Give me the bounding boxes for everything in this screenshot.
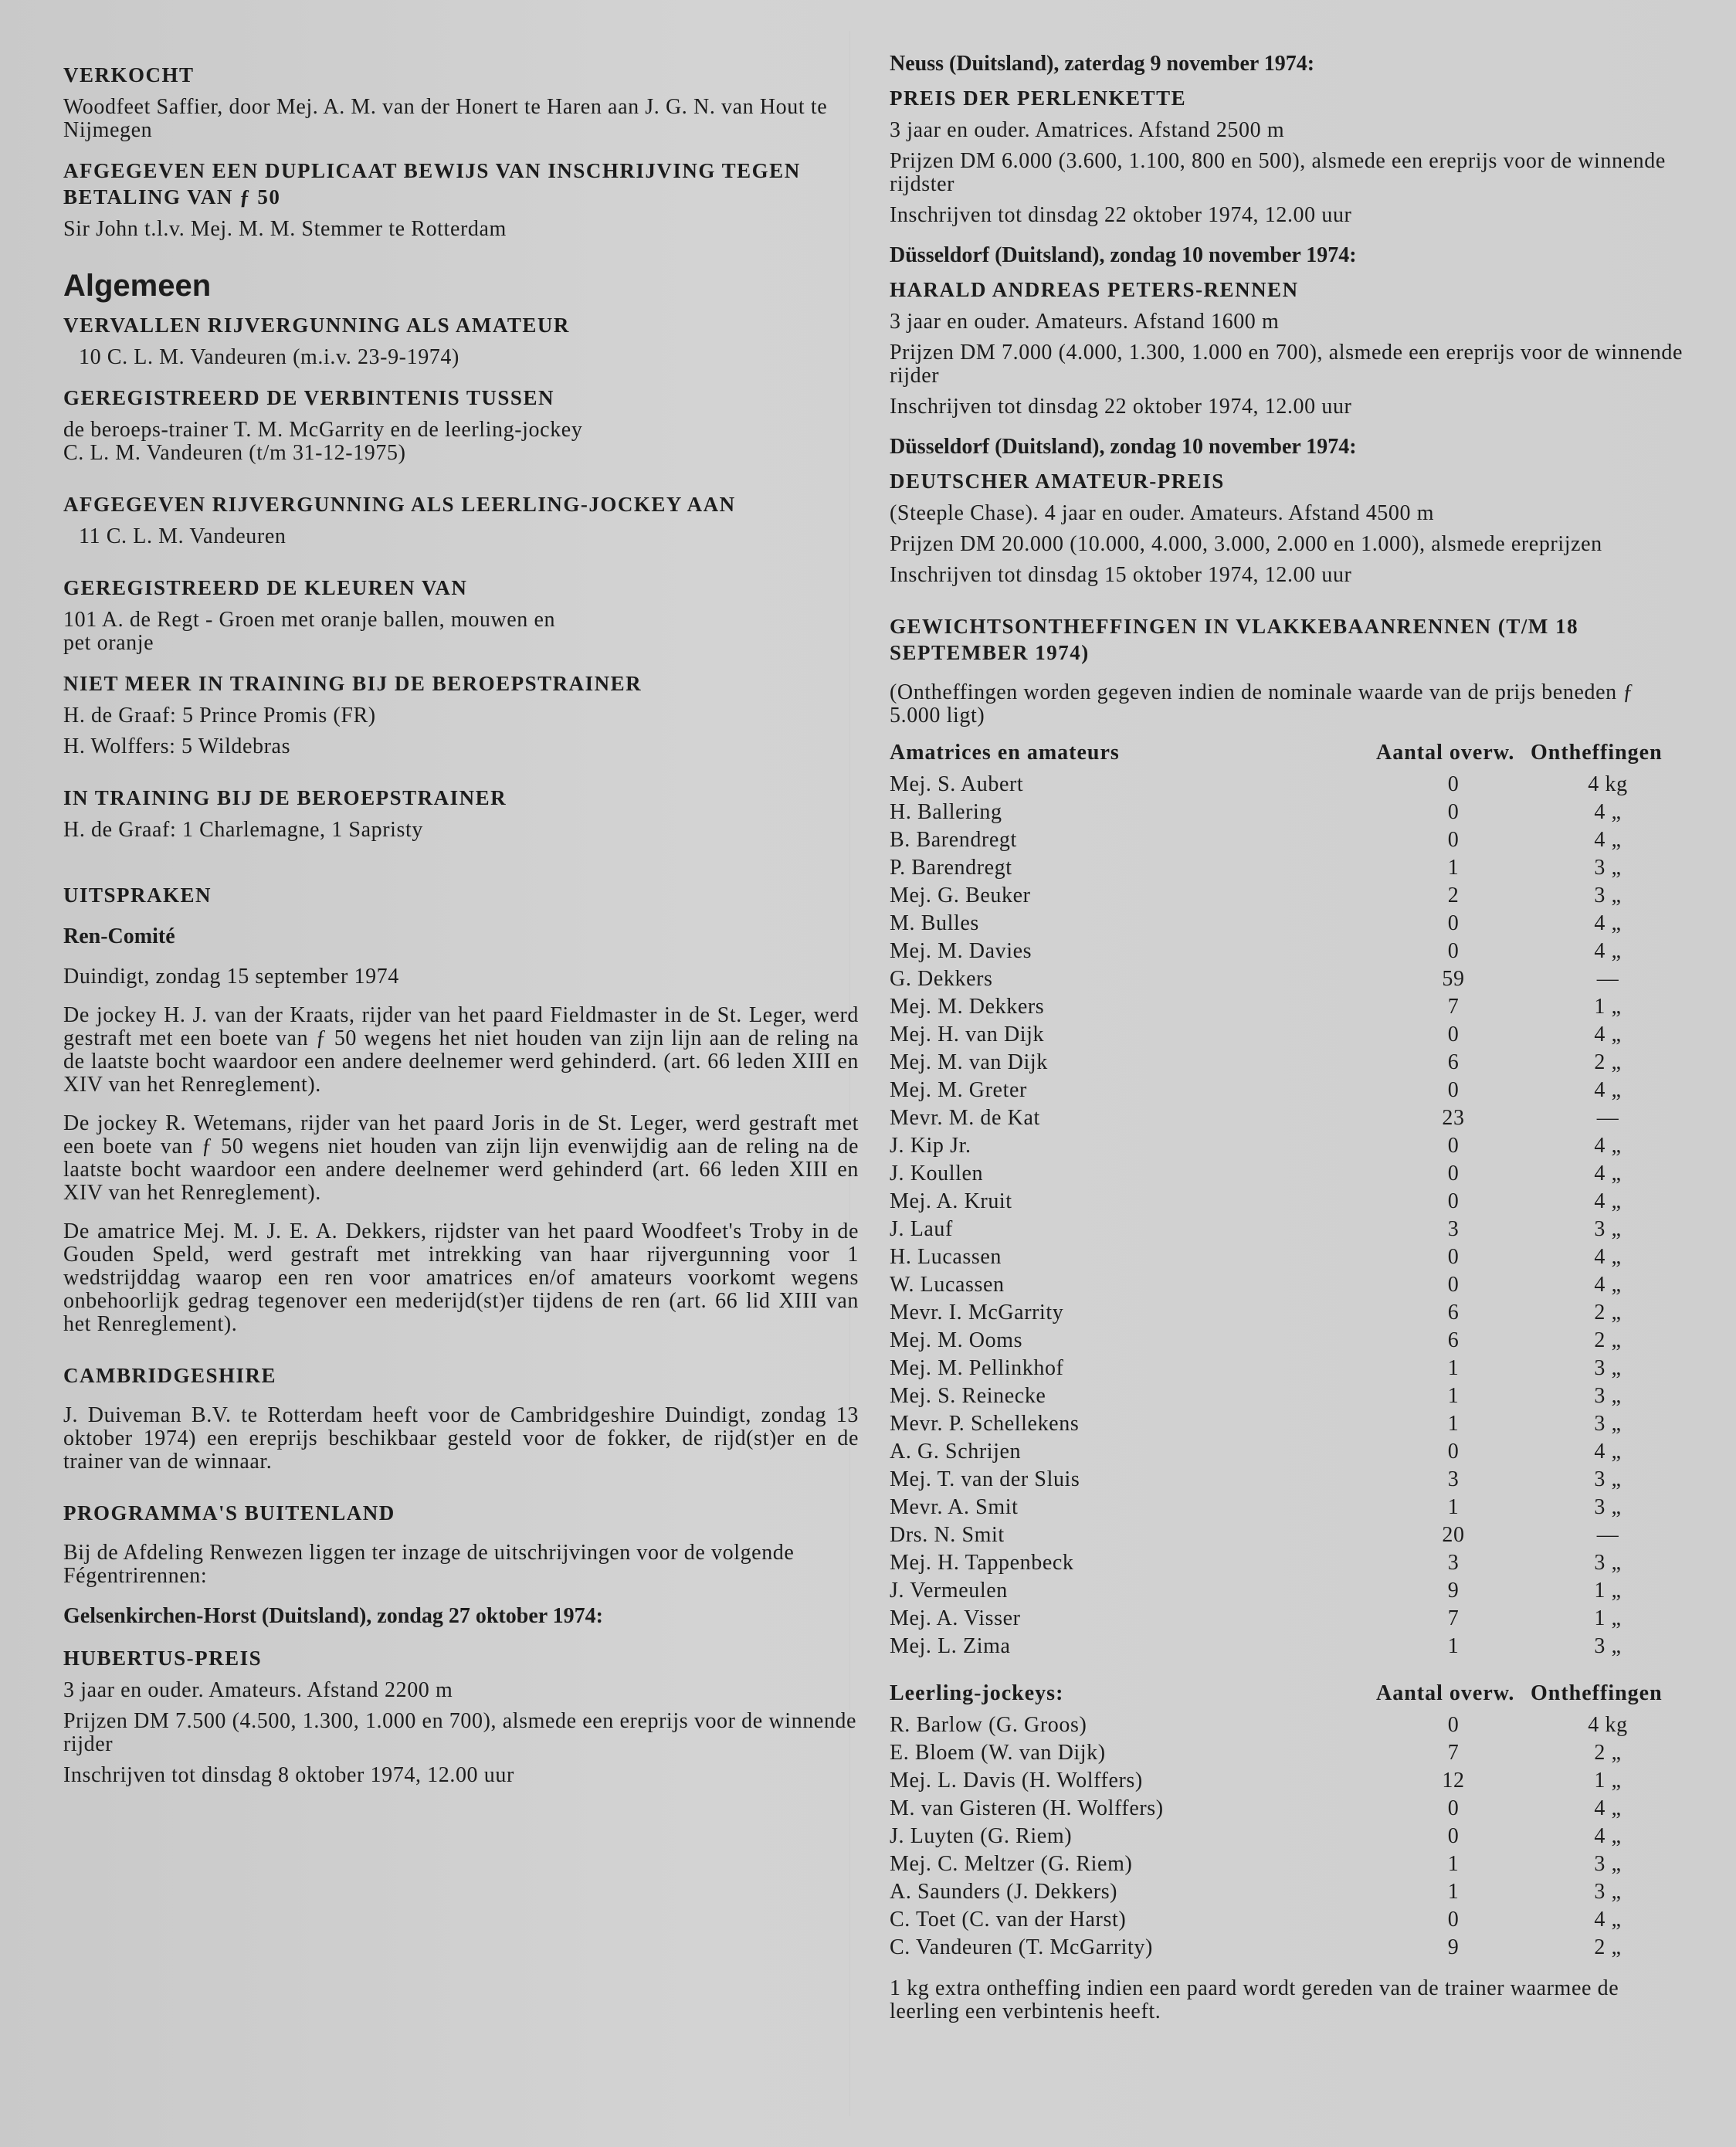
in-training-text: H. de Graaf: 1 Charlemagne, 1 Sapristy	[63, 818, 424, 842]
table-row	[890, 938, 1685, 965]
cell-name: Mevr. M. de Kat	[890, 1106, 1040, 1130]
cell-count: 20	[1442, 1523, 1465, 1547]
cell-count: 3	[1447, 1217, 1460, 1241]
table-row	[890, 1934, 1685, 1962]
cell-exemption: 4 „	[1594, 939, 1622, 963]
cell-count: 0	[1447, 939, 1460, 963]
table-row	[890, 1878, 1685, 1906]
deutscher-heading: DEUTSCHER AMATEUR-PREIS	[890, 470, 1225, 493]
table-row	[890, 1355, 1685, 1382]
table-row	[890, 799, 1685, 826]
cell-exemption: 2 „	[1594, 1301, 1622, 1324]
harald-heading: HARALD ANDREAS PETERS-RENNEN	[890, 278, 1299, 301]
cell-exemption: 3 „	[1594, 1467, 1622, 1491]
table-row	[890, 826, 1685, 854]
left-column	[63, 54, 859, 1787]
leerling-text: 11 C. L. M. Vandeuren	[79, 524, 287, 548]
cell-count: 0	[1447, 1134, 1460, 1158]
cell-count: 12	[1442, 1769, 1465, 1793]
table-row	[890, 1767, 1685, 1795]
cell-exemption: 1 „	[1594, 1606, 1622, 1630]
cell-name: J. Koullen	[890, 1162, 984, 1185]
cell-name: J. Luyten (G. Riem)	[890, 1824, 1073, 1848]
cell-name: C. Toet (C. van der Harst)	[890, 1908, 1127, 1932]
cell-name: Mej. L. Zima	[890, 1634, 1011, 1658]
cell-name: Mej. A. Kruit	[890, 1189, 1012, 1213]
table-row	[890, 910, 1685, 938]
cell-exemption: 4 „	[1594, 1189, 1622, 1213]
gelsenkirchen-heading: Gelsenkirchen-Horst (Duitsland), zondag 27 oktober 1974:	[63, 1604, 603, 1628]
verkocht-heading: VERKOCHT	[63, 63, 195, 86]
table-row	[890, 993, 1685, 1021]
column-header-exemption: Ontheffingen	[1531, 741, 1663, 765]
cell-name: Drs. N. Smit	[890, 1523, 1005, 1547]
perlenkette-heading: PREIS DER PERLENKETTE	[890, 86, 1187, 110]
table-row	[890, 1077, 1685, 1104]
cell-count: 0	[1447, 1796, 1460, 1820]
cell-exemption: 2 „	[1594, 1050, 1622, 1074]
cell-exemption: 4 „	[1594, 1162, 1622, 1185]
cell-count: 1	[1447, 856, 1460, 880]
cell-exemption: 2 „	[1594, 1328, 1622, 1352]
table-row	[890, 1132, 1685, 1160]
cell-name: H. Ballering	[890, 800, 1002, 824]
verbintenis-text: de beroeps-trainer T. M. McGarrity en de leerling-jockey C. L. M. Vandeuren (t/m 31-12-1975)	[63, 418, 583, 465]
cell-exemption: 4 „	[1594, 1134, 1622, 1158]
table-row	[890, 1823, 1685, 1850]
cell-name: Mevr. I. McGarrity	[890, 1301, 1064, 1324]
perlenkette-line-1: 3 jaar en ouder. Amatrices. Afstand 2500 m	[890, 118, 1285, 142]
cell-count: 3	[1447, 1467, 1460, 1491]
niet-meer-heading: NIET MEER IN TRAINING BIJ DE BEROEPSTRAINER	[63, 672, 643, 695]
cell-count: 3	[1447, 1551, 1460, 1575]
right-column	[890, 51, 1685, 2023]
table-row	[890, 1438, 1685, 1466]
cell-count: 6	[1447, 1328, 1460, 1352]
verbintenis-heading: GEREGISTREERD DE VERBINTENIS TUSSEN	[63, 386, 554, 409]
amateurs-table-header	[890, 735, 1685, 771]
duindigt-date: Duindigt, zondag 15 september 1974	[63, 965, 399, 989]
cell-name: C. Vandeuren (T. McGarrity)	[890, 1935, 1153, 1959]
cell-count: 1	[1447, 1852, 1460, 1876]
gewicht-note: (Ontheffingen worden gegeven indien de nominale waarde van de prijs beneden ƒ 5.000 ligt)	[890, 680, 1634, 728]
gewicht-heading: GEWICHTSONTHEFFINGEN IN VLAKKEBAANRENNEN (T/M 18 SEPTEMBER 1974)	[890, 615, 1579, 664]
table-row	[890, 1605, 1685, 1633]
cell-name: Mevr. A. Smit	[890, 1495, 1019, 1519]
cell-exemption: 1 „	[1594, 1579, 1622, 1603]
cell-count: 0	[1447, 1078, 1460, 1102]
cell-exemption: 4 „	[1594, 1440, 1622, 1464]
table-row	[890, 1494, 1685, 1521]
cell-exemption: 4 „	[1594, 1824, 1622, 1848]
cell-count: 1	[1447, 1495, 1460, 1519]
table-row	[890, 1021, 1685, 1049]
cell-count: 7	[1447, 1741, 1460, 1765]
cell-name: Mej. G. Beuker	[890, 884, 1031, 907]
cell-count: 0	[1447, 800, 1460, 824]
cell-count: 1	[1447, 1384, 1460, 1408]
cell-count: 9	[1447, 1935, 1460, 1959]
table-row	[890, 854, 1685, 882]
cell-exemption: 4 „	[1594, 911, 1622, 935]
cell-exemption: 4 „	[1594, 828, 1622, 852]
programma-text: Bij de Afdeling Renwezen liggen ter inzage de uitschrijvingen voor de volgende Fégentrirennen:	[63, 1541, 795, 1588]
uitspraak-2: De jockey R. Wetemans, rijder van het paard Joris in de St. Leger, werd gestraft met een boete van ƒ 50 wegens niet houden van zijn lijn evenwijdig aan de reling na de laatste bocht waardoor een andere deelnemer werd gehinderd (art. 66 leden XIII en XIV van het Renreglement).	[63, 1111, 859, 1205]
hubertus-line-2: Prijzen DM 7.500 (4.500, 1.300, 1.000 en 700), alsmede een ereprijs voor de winnende rijder	[63, 1709, 857, 1756]
table-row	[890, 1906, 1685, 1934]
cell-exemption: 4 „	[1594, 1908, 1622, 1932]
uitspraken-heading: UITSPRAKEN	[63, 884, 212, 907]
cell-name: G. Dekkers	[890, 967, 993, 991]
cell-name: J. Vermeulen	[890, 1579, 1008, 1603]
cell-count: 0	[1447, 911, 1460, 935]
programma-heading: PROGRAMMA'S BUITENLAND	[63, 1501, 395, 1525]
table-row	[890, 1633, 1685, 1660]
harald-line-1: 3 jaar en ouder. Amateurs. Afstand 1600 m	[890, 310, 1280, 334]
table-row	[890, 1382, 1685, 1410]
table-row	[890, 1795, 1685, 1823]
kleuren-text: 101 A. de Regt - Groen met oranje ballen, mouwen en pet oranje	[63, 608, 556, 655]
cell-name: Mej. A. Visser	[890, 1606, 1021, 1630]
table-row	[890, 1850, 1685, 1878]
cell-name: Mej. L. Davis (H. Wolffers)	[890, 1769, 1143, 1793]
table-row	[890, 1160, 1685, 1188]
cell-name: Mej. M. Pellinkhof	[890, 1356, 1064, 1380]
cell-exemption: 4 „	[1594, 1245, 1622, 1269]
cell-exemption: 2 „	[1594, 1935, 1622, 1959]
duplicaat-heading: AFGEGEVEN EEN DUPLICAAT BEWIJS VAN INSCHRIJVING TEGEN BETALING VAN ƒ 50	[63, 159, 801, 209]
table-row	[890, 1271, 1685, 1299]
cell-exemption: 3 „	[1594, 1852, 1622, 1876]
cell-exemption: 3 „	[1594, 1551, 1622, 1575]
cell-exemption: 3 „	[1594, 1634, 1622, 1658]
table-row	[890, 1739, 1685, 1767]
cell-name: Mej. M. Dekkers	[890, 995, 1045, 1019]
harald-line-2: Prijzen DM 7.000 (4.000, 1.300, 1.000 en 700), alsmede een ereprijs voor de winnende rijder	[890, 341, 1683, 388]
cell-exemption: 3 „	[1594, 1495, 1622, 1519]
cell-exemption: —	[1596, 967, 1619, 991]
cell-exemption: 1 „	[1594, 1769, 1622, 1793]
table-row	[890, 1549, 1685, 1577]
cell-exemption: 3 „	[1594, 1880, 1622, 1904]
cell-exemption: 3 „	[1594, 884, 1622, 907]
cell-count: 59	[1442, 967, 1465, 991]
kleuren-heading: GEREGISTREERD DE KLEUREN VAN	[63, 576, 468, 599]
cell-count: 9	[1447, 1579, 1460, 1603]
table-row	[890, 965, 1685, 993]
cell-count: 2	[1447, 884, 1460, 907]
hubertus-line-3: Inschrijven tot dinsdag 8 oktober 1974, 12.00 uur	[63, 1763, 514, 1787]
cell-name: Mej. C. Meltzer (G. Riem)	[890, 1852, 1133, 1876]
cell-count: 0	[1447, 1273, 1460, 1297]
cell-exemption: 4 „	[1594, 1273, 1622, 1297]
dusseldorf-heading-2: Düsseldorf (Duitsland), zondag 10 november 1974:	[890, 435, 1357, 459]
cell-count: 23	[1442, 1106, 1465, 1130]
cell-count: 1	[1447, 1412, 1460, 1436]
uitspraak-1: De jockey H. J. van der Kraats, rijder van het paard Fieldmaster in de St. Leger, werd gestraft met een boete van ƒ 50 wegens het niet houden van zijn lijn aan de reling na de laatste bocht waardoor een andere deelnemer werd gehinderd. (art. 66 leden XIII en XIV van het Renreglement).	[63, 1003, 859, 1097]
leerling-table	[890, 1676, 1685, 1962]
cell-name: P. Barendregt	[890, 856, 1012, 880]
table-row	[890, 1299, 1685, 1327]
cell-exemption: 1 „	[1594, 995, 1622, 1019]
cell-count: 0	[1447, 772, 1460, 796]
cell-exemption: 4 kg	[1588, 772, 1628, 796]
deutscher-line-1: (Steeple Chase). 4 jaar en ouder. Amateurs. Afstand 4500 m	[890, 501, 1435, 525]
cell-count: 1	[1447, 1634, 1460, 1658]
cell-exemption: 3 „	[1594, 856, 1622, 880]
cell-name: E. Bloem (W. van Dijk)	[890, 1741, 1106, 1765]
table-row	[890, 1711, 1685, 1739]
table-row	[890, 1577, 1685, 1605]
cell-name: Mej. H. van Dijk	[890, 1023, 1045, 1046]
cell-exemption: —	[1596, 1106, 1619, 1130]
cell-count: 1	[1447, 1356, 1460, 1380]
table-row	[890, 882, 1685, 910]
cell-count: 0	[1447, 1023, 1460, 1046]
cell-name: Mej. S. Reinecke	[890, 1384, 1046, 1408]
cell-exemption: 3 „	[1594, 1412, 1622, 1436]
vervallen-text: 10 C. L. M. Vandeuren (m.i.v. 23-9-1974)	[79, 345, 459, 369]
verkocht-text: Woodfeet Saffier, door Mej. A. M. van der Honert te Haren aan J. G. N. van Hout te Nijmegen	[63, 95, 828, 142]
cell-name: B. Barendregt	[890, 828, 1017, 852]
cell-count: 0	[1447, 828, 1460, 852]
ren-comite-heading: Ren-Comité	[63, 924, 175, 948]
table-row	[890, 1188, 1685, 1216]
cell-count: 1	[1447, 1880, 1460, 1904]
table-row	[890, 771, 1685, 799]
column-header-count: Aantal overw.	[1376, 1681, 1515, 1705]
table-row	[890, 1410, 1685, 1438]
cell-exemption: 3 „	[1594, 1217, 1622, 1241]
duplicaat-text: Sir John t.l.v. Mej. M. M. Stemmer te Rotterdam	[63, 217, 507, 241]
table-row	[890, 1243, 1685, 1271]
niet-meer-line-1: H. de Graaf: 5 Prince Promis (FR)	[63, 704, 376, 728]
cell-name: A. G. Schrijen	[890, 1440, 1022, 1464]
column-header-name: Amatrices en amateurs	[890, 741, 1120, 765]
cell-exemption: 3 „	[1594, 1356, 1622, 1380]
dusseldorf-heading-1: Düsseldorf (Duitsland), zondag 10 november 1974:	[890, 243, 1357, 267]
cell-name: W. Lucassen	[890, 1273, 1005, 1297]
cell-count: 0	[1447, 1189, 1460, 1213]
cell-exemption: 2 „	[1594, 1741, 1622, 1765]
harald-line-3: Inschrijven tot dinsdag 22 oktober 1974, 12.00 uur	[890, 395, 1352, 419]
footnote: 1 kg extra ontheffing indien een paard wordt gereden van de trainer waarmee de leerling een verbintenis heeft.	[890, 1976, 1619, 2023]
cell-count: 6	[1447, 1050, 1460, 1074]
cell-exemption: 3 „	[1594, 1384, 1622, 1408]
deutscher-line-3: Inschrijven tot dinsdag 15 oktober 1974, 12.00 uur	[890, 563, 1352, 587]
column-header-name: Leerling-jockeys:	[890, 1681, 1064, 1705]
cell-name: Mej. T. van der Sluis	[890, 1467, 1080, 1491]
cell-exemption: 4 kg	[1588, 1713, 1628, 1737]
cell-exemption: 4 „	[1594, 1796, 1622, 1820]
cell-count: 7	[1447, 995, 1460, 1019]
in-training-heading: IN TRAINING BIJ DE BEROEPSTRAINER	[63, 786, 507, 809]
column-header-exemption: Ontheffingen	[1531, 1681, 1663, 1705]
cell-name: Mej. M. van Dijk	[890, 1050, 1048, 1074]
cell-name: A. Saunders (J. Dekkers)	[890, 1880, 1118, 1904]
column-header-count: Aantal overw.	[1376, 741, 1515, 765]
cell-name: H. Lucassen	[890, 1245, 1002, 1269]
neuss-heading: Neuss (Duitsland), zaterdag 9 november 1974:	[890, 52, 1315, 76]
table-row	[890, 1466, 1685, 1494]
cell-count: 7	[1447, 1606, 1460, 1630]
cell-count: 0	[1447, 1713, 1460, 1737]
cell-name: Mevr. P. Schellekens	[890, 1412, 1080, 1436]
uitspraak-3: De amatrice Mej. M. J. E. A. Dekkers, rijdster van het paard Woodfeet's Troby in de Gouden Speld, werd gestraft met intrekking van haar rijvergunning voor 1 wedstrijddag waarop een ren voor amatrices en/of amateurs voorkomt wegens onbehoorlijk gedrag tegenover een mederijd(st)er tijdens de ren (art. 66 lid XIII van het Renreglement).	[63, 1219, 859, 1336]
cell-count: 0	[1447, 1245, 1460, 1269]
cell-name: J. Kip Jr.	[890, 1134, 971, 1158]
table-row	[890, 1521, 1685, 1549]
leerling-heading: AFGEGEVEN RIJVERGUNNING ALS LEERLING-JOCKEY AAN	[63, 493, 736, 516]
cambridgeshire-heading: CAMBRIDGESHIRE	[63, 1364, 277, 1387]
cell-name: J. Lauf	[890, 1217, 953, 1241]
cell-count: 6	[1447, 1301, 1460, 1324]
cell-exemption: 4 „	[1594, 1078, 1622, 1102]
cell-name: M. van Gisteren (H. Wolffers)	[890, 1796, 1164, 1820]
cell-name: Mej. M. Greter	[890, 1078, 1027, 1102]
cell-name: R. Barlow (G. Groos)	[890, 1713, 1087, 1737]
deutscher-line-2: Prijzen DM 20.000 (10.000, 4.000, 3.000, 2.000 en 1.000), alsmede ereprijzen	[890, 532, 1602, 556]
cell-exemption: 4 „	[1594, 800, 1622, 824]
table-row	[890, 1327, 1685, 1355]
cell-count: 0	[1447, 1908, 1460, 1932]
cell-name: M. Bulles	[890, 911, 979, 935]
vervallen-heading: VERVALLEN RIJVERGUNNING ALS AMATEUR	[63, 314, 570, 337]
perlenkette-line-2: Prijzen DM 6.000 (3.600, 1.100, 800 en 500), alsmede een ereprijs voor de winnende rijdster	[890, 149, 1666, 196]
cambridgeshire-text: J. Duiveman B.V. te Rotterdam heeft voor de Cambridgeshire Duindigt, zondag 13 oktober 1974) een ereprijs beschikbaar gesteld voor de fokker, de rijd(st)er en de trainer van de winnaar.	[63, 1403, 859, 1474]
table-row	[890, 1049, 1685, 1077]
table-row	[890, 1104, 1685, 1132]
cell-name: Mej. M. Davies	[890, 939, 1032, 963]
cell-count: 0	[1447, 1824, 1460, 1848]
section-title-algemeen: Algemeen	[63, 269, 212, 303]
cell-count: 0	[1447, 1440, 1460, 1464]
hubertus-line-1: 3 jaar en ouder. Amateurs. Afstand 2200 m	[63, 1678, 453, 1702]
cell-name: Mej. M. Ooms	[890, 1328, 1023, 1352]
leerling-table-header	[890, 1676, 1685, 1711]
amateurs-table	[890, 735, 1685, 1660]
cell-exemption: —	[1596, 1523, 1619, 1547]
perlenkette-line-3: Inschrijven tot dinsdag 22 oktober 1974, 12.00 uur	[890, 203, 1352, 227]
niet-meer-line-2: H. Wolffers: 5 Wildebras	[63, 734, 291, 758]
table-row	[890, 1216, 1685, 1243]
hubertus-heading: HUBERTUS-PREIS	[63, 1647, 263, 1670]
cell-exemption: 4 „	[1594, 1023, 1622, 1046]
cell-name: Mej. H. Tappenbeck	[890, 1551, 1074, 1575]
cell-count: 0	[1447, 1162, 1460, 1185]
cell-name: Mej. S. Aubert	[890, 772, 1024, 796]
